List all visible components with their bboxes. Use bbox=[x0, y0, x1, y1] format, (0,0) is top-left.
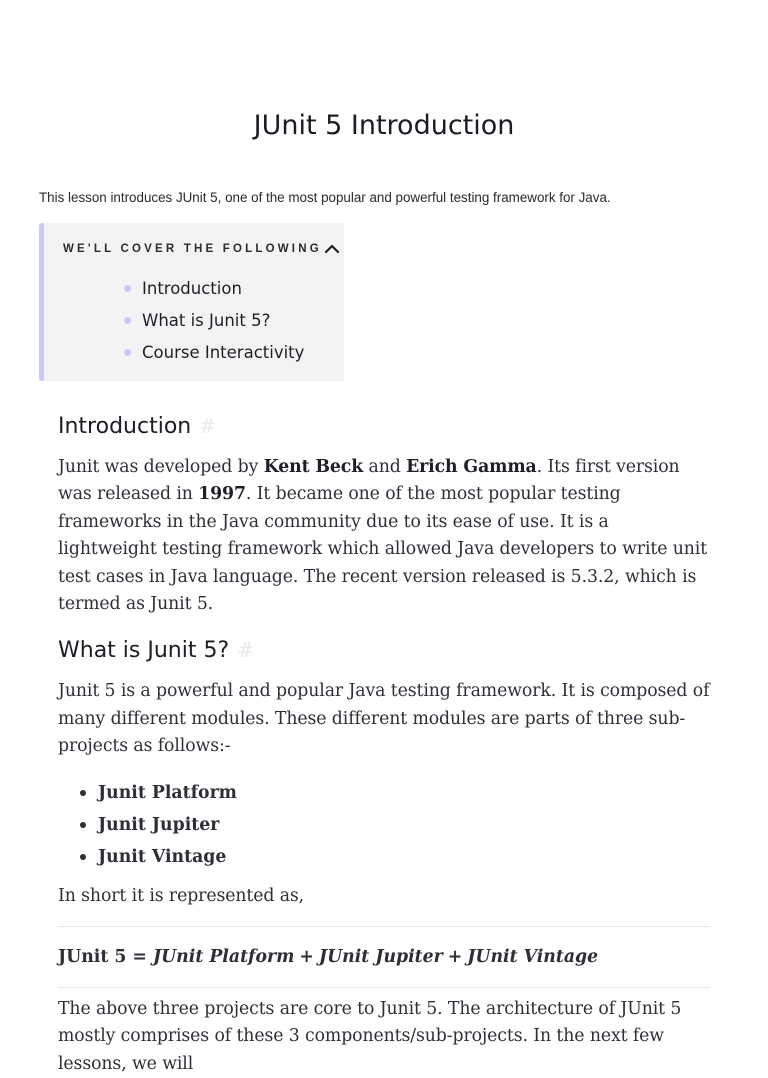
bullet-icon bbox=[80, 822, 86, 828]
short-paragraph: In short it is represented as, bbox=[58, 885, 305, 906]
formula bbox=[58, 927, 710, 987]
text: and bbox=[363, 457, 407, 477]
formula-operator: + bbox=[299, 947, 314, 968]
bullet-icon bbox=[80, 790, 86, 796]
list-item bbox=[58, 841, 710, 873]
page-title: JUnit 5 Introduction bbox=[253, 110, 515, 141]
closing-paragraph: The above three projects are core to Junit 5. The architecture of JUnit 5 mostly comprises of these 3 components/sub-projects. In the next few lessons, we will bbox=[58, 999, 682, 1074]
bullet-icon bbox=[124, 349, 131, 356]
toc-item-what-is-junit5[interactable] bbox=[124, 304, 304, 336]
section-title: Introduction bbox=[58, 413, 192, 439]
bullet-icon bbox=[124, 317, 131, 324]
what-paragraph: Junit 5 is a powerful and popular Java testing framework. It is composed of many different modules. These different modules are parts of three sub-projects as follows:- bbox=[58, 681, 710, 757]
lesson-content bbox=[58, 408, 710, 1078]
chevron-up-icon[interactable] bbox=[324, 243, 340, 255]
toc-item-course-interactivity[interactable] bbox=[124, 336, 304, 368]
list-item bbox=[58, 809, 710, 841]
toc-item-label: Introduction bbox=[142, 278, 242, 298]
table-of-contents bbox=[39, 223, 344, 381]
subprojects-list bbox=[58, 777, 710, 873]
list-item-label: Junit Jupiter bbox=[98, 814, 220, 835]
formula-operator: + bbox=[447, 947, 463, 968]
formula-lhs: JUnit 5 = bbox=[58, 947, 147, 968]
bullet-icon bbox=[80, 854, 86, 860]
section-heading-what-is-junit5 bbox=[58, 632, 710, 668]
text: Junit was developed by bbox=[58, 457, 264, 477]
text: . It became one of the most popular testing frameworks in the Java community due to its ease of use. It is a lightweight testing framework which allowed Java developers to write unit test cases in Java language. The recent version released is 5.3.2, which is termed as Junit 5. bbox=[58, 484, 708, 615]
toc-list bbox=[124, 272, 304, 368]
list-item-label: Junit Vintage bbox=[98, 846, 227, 867]
author-name: Kent Beck bbox=[263, 457, 364, 477]
author-name: Erich Gamma bbox=[406, 457, 537, 477]
section-heading-introduction bbox=[58, 408, 710, 444]
release-year: 1997 bbox=[198, 484, 246, 505]
formula-term: JUnit Vintage bbox=[467, 947, 599, 968]
intro-paragraph bbox=[58, 454, 710, 618]
list-item-label: Junit Platform bbox=[98, 782, 237, 803]
text: . Its first version was released in bbox=[58, 457, 680, 505]
divider bbox=[58, 987, 710, 988]
formula-term: JUnit Jupiter bbox=[318, 947, 443, 968]
toc-item-label: Course Interactivity bbox=[142, 342, 305, 362]
toc-item-introduction[interactable] bbox=[124, 272, 304, 304]
formula-term: JUnit Platform bbox=[152, 947, 295, 968]
anchor-link-icon[interactable]: # bbox=[199, 414, 216, 438]
toc-toggle[interactable] bbox=[63, 243, 340, 255]
anchor-link-icon[interactable]: # bbox=[237, 638, 254, 663]
toc-header-label: WE'LL COVER THE FOLLOWING bbox=[63, 243, 322, 255]
lesson-summary: This lesson introduces JUnit 5, one of the most popular and powerful testing framework for Java. bbox=[39, 190, 611, 205]
section-title: What is Junit 5? bbox=[58, 637, 230, 663]
bullet-icon bbox=[124, 285, 131, 292]
toc-item-label: What is Junit 5? bbox=[142, 310, 271, 330]
list-item bbox=[58, 777, 710, 809]
